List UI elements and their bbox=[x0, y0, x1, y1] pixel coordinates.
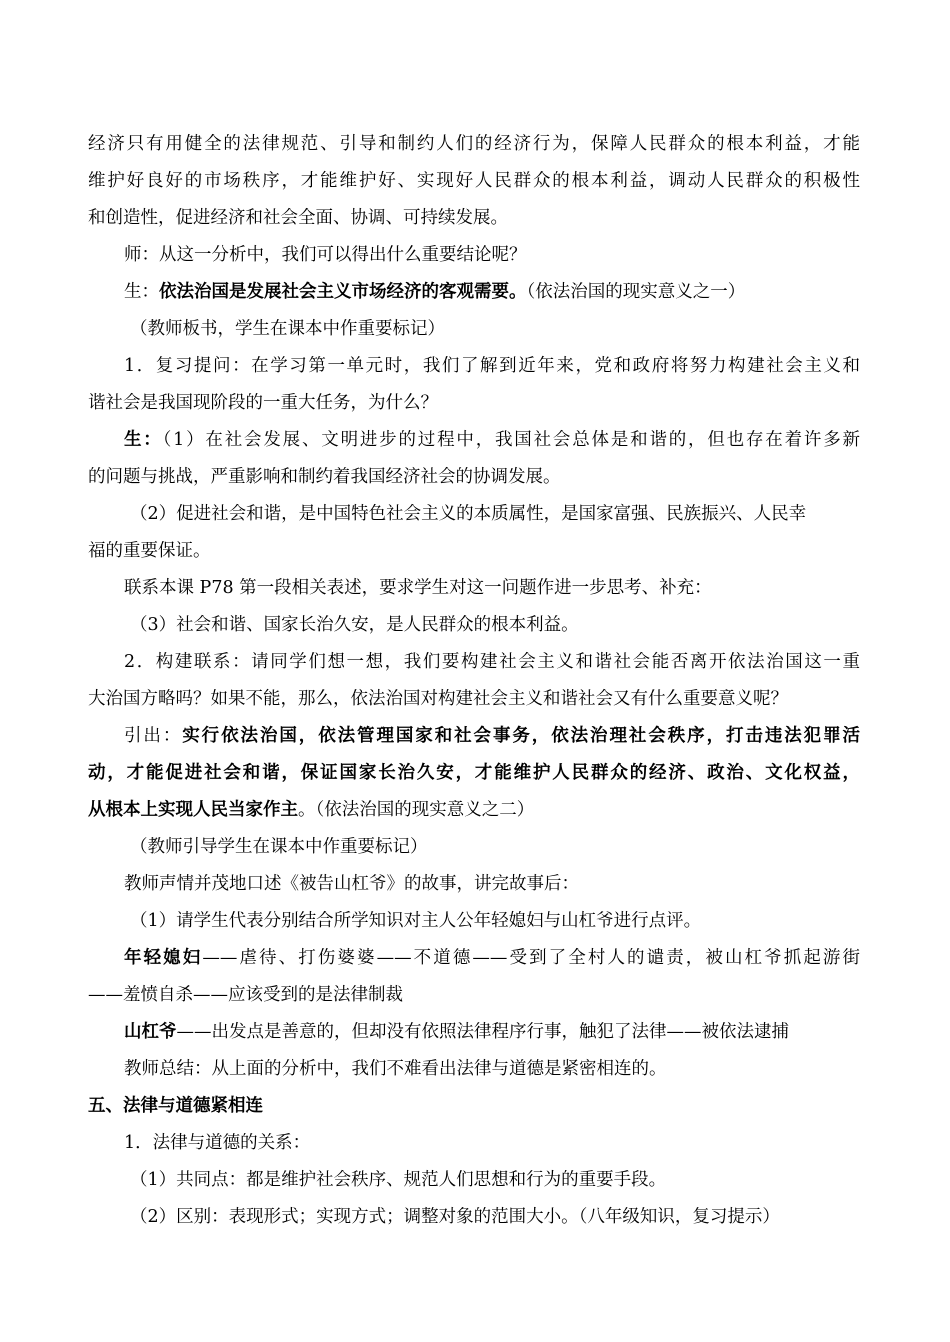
answer-1 bbox=[124, 428, 860, 452]
paragraph-line: 谐社会是我国现阶段的一重大任务，为什么？ bbox=[88, 393, 438, 413]
student-answer bbox=[124, 280, 745, 304]
story-intro: 教师声情并茂地口述《被告山杠爷》的故事，讲完故事后： bbox=[124, 874, 579, 894]
paragraph-line: 大治国方略吗？如果不能，那么，依法治国对构建社会主义和谐社会又有什么重要意义呢？ bbox=[88, 689, 788, 709]
paragraph-line bbox=[88, 761, 860, 785]
paragraph-line bbox=[88, 798, 534, 822]
lead-label: 引出： bbox=[124, 726, 183, 746]
guide-note: （教师引导学生在课本中作重要标记） bbox=[130, 837, 428, 857]
lead-bold-text: 从根本上实现人民当家作主 bbox=[88, 800, 298, 820]
relation-title: 1．法律与道德的关系： bbox=[124, 1133, 311, 1153]
note: （依法治国的现实意义之一） bbox=[526, 282, 746, 302]
link-instruction: 联系本课 P78 第一段相关表述，要求学生对这一问题作进一步思考、补充： bbox=[124, 578, 712, 598]
paragraph-line: 2．构建联系：请同学们想一想，我们要构建社会主义和谐社会能否离开依法治国这一重 bbox=[124, 652, 860, 672]
relation-item: （2）区别：表现形式；实现方式；调整对象的范围大小。（八年级知识，复习提示） bbox=[130, 1207, 780, 1227]
board-note: （教师板书，学生在课本中作重要标记） bbox=[130, 319, 445, 339]
answer-3: （3）社会和谐、国家长治久安，是人民群众的根本利益。 bbox=[130, 615, 579, 635]
lead-bold-text: 实行依法治国，依法管理国家和社会事务，依法治理社会秩序，打击违法犯罪活 bbox=[182, 726, 861, 746]
teacher-summary: 教师总结：从上面的分析中，我们不难看出法律与道德是紧密相连的。 bbox=[124, 1059, 667, 1079]
speaker-label: 生： bbox=[124, 430, 163, 450]
shangang-analysis bbox=[124, 1020, 789, 1044]
paragraph-line: 经济只有用健全的法律规范、引导和制约人们的经济行为，保障人民群众的根本利益，才能 bbox=[88, 134, 860, 154]
teacher-question: 师：从这一分析中，我们可以得出什么重要结论呢？ bbox=[124, 245, 527, 265]
lead-bold-text: 动，才能促进社会和谐，保证国家长治久安，才能维护人民群众的经济、政治、文化权益， bbox=[88, 763, 860, 783]
analysis-text: ——出发点是善意的，但却没有依照法律程序行事，触犯了法律——被依法逮捕 bbox=[176, 1022, 789, 1042]
paragraph-line: 1．复习提问：在学习第一单元时，我们了解到近年来，党和政府将努力构建社会主义和 bbox=[124, 356, 860, 376]
lead-conclusion bbox=[124, 724, 860, 748]
paragraph-line: 福的重要保证。 bbox=[88, 541, 211, 561]
speaker-label: 生： bbox=[124, 282, 159, 302]
paragraph-line: ——羞愤自杀——应该受到的是法律制裁 bbox=[88, 985, 403, 1005]
key-conclusion: 依法治国是发展社会主义市场经济的客观需要。 bbox=[159, 282, 527, 302]
paragraph-line: 的问题与挑战，严重影响和制约着我国经济社会的协调发展。 bbox=[88, 467, 561, 487]
analysis-text: ——虐待、打伤婆婆——不道德——受到了全村人的谴责，被山杠爷抓起游街 bbox=[202, 948, 861, 968]
character-name: 山杠爷 bbox=[124, 1022, 177, 1042]
character-name: 年轻媳妇 bbox=[124, 948, 203, 968]
story-task: （1）请学生代表分别结合所学知识对主人公年轻媳妇与山杠爷进行点评。 bbox=[130, 911, 702, 931]
wife-analysis bbox=[124, 946, 860, 970]
paragraph-line: 和创造性，促进经济和社会全面、协调、可持续发展。 bbox=[88, 208, 508, 228]
note: 。（依法治国的现实意义之二） bbox=[298, 800, 535, 820]
relation-item: （1）共同点：都是维护社会秩序、规范人们思想和行为的重要手段。 bbox=[130, 1170, 667, 1190]
section-heading: 五、法律与道德紧相连 bbox=[88, 1096, 263, 1116]
answer-text: （1）在社会发展、文明进步的过程中，我国社会总体是和谐的，但也存在着许多新 bbox=[162, 430, 861, 450]
paragraph-line: 维护好良好的市场秩序，才能维护好、实现好人民群众的根本利益，调动人民群众的积极性 bbox=[88, 171, 860, 191]
answer-2: （2）促进社会和谐，是中国特色社会主义的本质属性，是国家富强、民族振兴、人民幸 bbox=[130, 504, 807, 524]
